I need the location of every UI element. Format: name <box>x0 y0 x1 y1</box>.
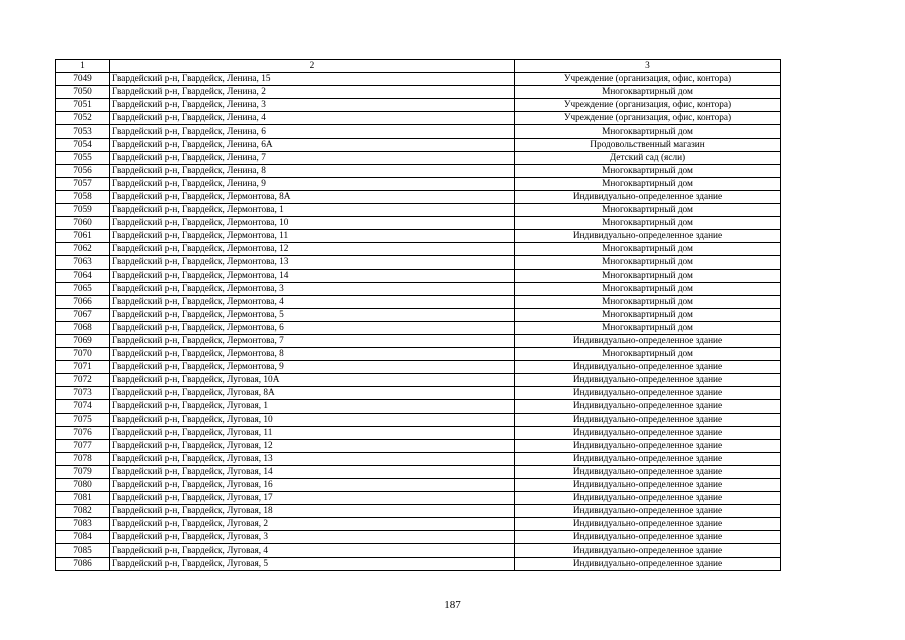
table-row <box>56 295 781 308</box>
row-building-type-cell: Учреждение (организация, офис, контора) <box>515 73 781 86</box>
row-address-cell: Гвардейский р-н, Гвардейск, Лермонтова, 9 <box>110 361 515 374</box>
row-building-type-cell: Многоквартирный дом <box>515 256 781 269</box>
row-address-cell: Гвардейский р-н, Гвардейск, Луговая, 12 <box>110 439 515 452</box>
column-header-3: 3 <box>515 60 781 73</box>
table-row <box>56 243 781 256</box>
row-address-cell: Гвардейский р-н, Гвардейск, Луговая, 11 <box>110 426 515 439</box>
row-building-type-cell: Многоквартирный дом <box>515 217 781 230</box>
row-number-cell: 7069 <box>56 334 110 347</box>
row-number-cell: 7080 <box>56 479 110 492</box>
row-number-cell: 7053 <box>56 125 110 138</box>
row-address-cell: Гвардейский р-н, Гвардейск, Луговая, 17 <box>110 492 515 505</box>
row-address-cell: Гвардейский р-н, Гвардейск, Луговая, 2 <box>110 518 515 531</box>
row-building-type-cell: Индивидуально-определенное здание <box>515 544 781 557</box>
table-row <box>56 321 781 334</box>
row-building-type-cell: Индивидуально-определенное здание <box>515 557 781 570</box>
table-row <box>56 230 781 243</box>
row-number-cell: 7078 <box>56 452 110 465</box>
table-row <box>56 190 781 203</box>
row-number-cell: 7075 <box>56 413 110 426</box>
table-row <box>56 465 781 478</box>
row-address-cell: Гвардейский р-н, Гвардейск, Луговая, 8А <box>110 387 515 400</box>
row-address-cell: Гвардейский р-н, Гвардейск, Луговая, 16 <box>110 479 515 492</box>
row-building-type-cell: Продовольственный магазин <box>515 138 781 151</box>
document-sheet <box>55 59 780 571</box>
row-number-cell: 7067 <box>56 308 110 321</box>
row-number-cell: 7057 <box>56 177 110 190</box>
table-row <box>56 138 781 151</box>
row-number-cell: 7082 <box>56 505 110 518</box>
table-row <box>56 204 781 217</box>
row-number-cell: 7070 <box>56 348 110 361</box>
row-address-cell: Гвардейский р-н, Гвардейск, Лермонтова, 12 <box>110 243 515 256</box>
row-building-type-cell: Индивидуально-определенное здание <box>515 334 781 347</box>
row-building-type-cell: Индивидуально-определенное здание <box>515 230 781 243</box>
table-row <box>56 269 781 282</box>
row-address-cell: Гвардейский р-н, Гвардейск, Лермонтова, 14 <box>110 269 515 282</box>
row-number-cell: 7077 <box>56 439 110 452</box>
row-building-type-cell: Индивидуально-определенное здание <box>515 361 781 374</box>
row-building-type-cell: Индивидуально-определенное здание <box>515 413 781 426</box>
row-address-cell: Гвардейский р-н, Гвардейск, Лермонтова, 1 <box>110 204 515 217</box>
column-header-1: 1 <box>56 60 110 73</box>
row-number-cell: 7084 <box>56 531 110 544</box>
table-row <box>56 557 781 570</box>
row-number-cell: 7086 <box>56 557 110 570</box>
row-address-cell: Гвардейский р-н, Гвардейск, Лермонтова, 6 <box>110 321 515 334</box>
table-row <box>56 374 781 387</box>
row-address-cell: Гвардейский р-н, Гвардейск, Луговая, 10 <box>110 413 515 426</box>
row-number-cell: 7079 <box>56 465 110 478</box>
table-row <box>56 73 781 86</box>
table-row <box>56 282 781 295</box>
row-number-cell: 7054 <box>56 138 110 151</box>
row-number-cell: 7052 <box>56 112 110 125</box>
row-building-type-cell: Индивидуально-определенное здание <box>515 426 781 439</box>
row-number-cell: 7083 <box>56 518 110 531</box>
table-row <box>56 413 781 426</box>
row-address-cell: Гвардейский р-н, Гвардейск, Лермонтова, 11 <box>110 230 515 243</box>
row-address-cell: Гвардейский р-н, Гвардейск, Ленина, 3 <box>110 99 515 112</box>
row-address-cell: Гвардейский р-н, Гвардейск, Ленина, 4 <box>110 112 515 125</box>
table-row <box>56 439 781 452</box>
table-row <box>56 177 781 190</box>
row-building-type-cell: Многоквартирный дом <box>515 177 781 190</box>
row-building-type-cell: Индивидуально-определенное здание <box>515 531 781 544</box>
row-address-cell: Гвардейский р-н, Гвардейск, Лермонтова, 10 <box>110 217 515 230</box>
row-address-cell: Гвардейский р-н, Гвардейск, Ленина, 6 <box>110 125 515 138</box>
row-number-cell: 7055 <box>56 151 110 164</box>
row-address-cell: Гвардейский р-н, Гвардейск, Лермонтова, 4 <box>110 295 515 308</box>
table-row <box>56 531 781 544</box>
row-number-cell: 7068 <box>56 321 110 334</box>
table-row <box>56 387 781 400</box>
row-number-cell: 7065 <box>56 282 110 295</box>
table-row <box>56 112 781 125</box>
row-number-cell: 7058 <box>56 190 110 203</box>
row-building-type-cell: Индивидуально-определенное здание <box>515 374 781 387</box>
row-number-cell: 7066 <box>56 295 110 308</box>
table-row <box>56 361 781 374</box>
row-address-cell: Гвардейский р-н, Гвардейск, Луговая, 14 <box>110 465 515 478</box>
row-building-type-cell: Индивидуально-определенное здание <box>515 452 781 465</box>
table-row <box>56 125 781 138</box>
row-building-type-cell: Индивидуально-определенное здание <box>515 439 781 452</box>
row-building-type-cell: Индивидуально-определенное здание <box>515 492 781 505</box>
table-row <box>56 99 781 112</box>
row-number-cell: 7063 <box>56 256 110 269</box>
row-number-cell: 7071 <box>56 361 110 374</box>
row-address-cell: Гвардейский р-н, Гвардейск, Луговая, 18 <box>110 505 515 518</box>
row-building-type-cell: Индивидуально-определенное здание <box>515 387 781 400</box>
row-address-cell: Гвардейский р-н, Гвардейск, Луговая, 3 <box>110 531 515 544</box>
table-row <box>56 308 781 321</box>
row-building-type-cell: Многоквартирный дом <box>515 243 781 256</box>
row-number-cell: 7061 <box>56 230 110 243</box>
row-address-cell: Гвардейский р-н, Гвардейск, Ленина, 15 <box>110 73 515 86</box>
row-number-cell: 7059 <box>56 204 110 217</box>
row-address-cell: Гвардейский р-н, Гвардейск, Ленина, 2 <box>110 86 515 99</box>
table-row <box>56 256 781 269</box>
row-number-cell: 7064 <box>56 269 110 282</box>
table-row <box>56 544 781 557</box>
table-row <box>56 518 781 531</box>
row-building-type-cell: Многоквартирный дом <box>515 295 781 308</box>
row-building-type-cell: Многоквартирный дом <box>515 86 781 99</box>
row-building-type-cell: Детский сад (ясли) <box>515 151 781 164</box>
row-building-type-cell: Индивидуально-определенное здание <box>515 190 781 203</box>
page-number: 187 <box>444 599 461 611</box>
row-building-type-cell: Индивидуально-определенное здание <box>515 400 781 413</box>
row-address-cell: Гвардейский р-н, Гвардейск, Ленина, 8 <box>110 164 515 177</box>
row-building-type-cell: Многоквартирный дом <box>515 125 781 138</box>
table-row <box>56 164 781 177</box>
row-building-type-cell: Многоквартирный дом <box>515 348 781 361</box>
row-building-type-cell: Многоквартирный дом <box>515 269 781 282</box>
row-number-cell: 7060 <box>56 217 110 230</box>
row-building-type-cell: Учреждение (организация, офис, контора) <box>515 112 781 125</box>
row-number-cell: 7074 <box>56 400 110 413</box>
row-address-cell: Гвардейский р-н, Гвардейск, Луговая, 4 <box>110 544 515 557</box>
row-address-cell: Гвардейский р-н, Гвардейск, Луговая, 5 <box>110 557 515 570</box>
table-row <box>56 492 781 505</box>
row-number-cell: 7051 <box>56 99 110 112</box>
row-address-cell: Гвардейский р-н, Гвардейск, Лермонтова, 8А <box>110 190 515 203</box>
table-row <box>56 479 781 492</box>
table-row <box>56 452 781 465</box>
row-number-cell: 7056 <box>56 164 110 177</box>
row-address-cell: Гвардейский р-н, Гвардейск, Ленина, 7 <box>110 151 515 164</box>
row-building-type-cell: Многоквартирный дом <box>515 308 781 321</box>
row-number-cell: 7072 <box>56 374 110 387</box>
table-row <box>56 505 781 518</box>
row-number-cell: 7081 <box>56 492 110 505</box>
row-building-type-cell: Индивидуально-определенное здание <box>515 465 781 478</box>
row-address-cell: Гвардейский р-н, Гвардейск, Лермонтова, 5 <box>110 308 515 321</box>
row-number-cell: 7076 <box>56 426 110 439</box>
column-header-2: 2 <box>110 60 515 73</box>
table-row <box>56 334 781 347</box>
row-address-cell: Гвардейский р-н, Гвардейск, Луговая, 1 <box>110 400 515 413</box>
row-building-type-cell: Многоквартирный дом <box>515 204 781 217</box>
row-building-type-cell: Многоквартирный дом <box>515 282 781 295</box>
row-number-cell: 7073 <box>56 387 110 400</box>
row-address-cell: Гвардейский р-н, Гвардейск, Лермонтова, 8 <box>110 348 515 361</box>
building-registry-table <box>55 59 781 571</box>
row-number-cell: 7085 <box>56 544 110 557</box>
registry-table-body <box>56 60 781 571</box>
row-address-cell: Гвардейский р-н, Гвардейск, Луговая, 13 <box>110 452 515 465</box>
row-number-cell: 7050 <box>56 86 110 99</box>
table-row <box>56 426 781 439</box>
row-address-cell: Гвардейский р-н, Гвардейск, Лермонтова, 13 <box>110 256 515 269</box>
table-row <box>56 217 781 230</box>
row-building-type-cell: Индивидуально-определенное здание <box>515 505 781 518</box>
row-address-cell: Гвардейский р-н, Гвардейск, Ленина, 9 <box>110 177 515 190</box>
row-building-type-cell: Многоквартирный дом <box>515 321 781 334</box>
table-row <box>56 86 781 99</box>
row-number-cell: 7049 <box>56 73 110 86</box>
table-row <box>56 348 781 361</box>
table-row <box>56 151 781 164</box>
column-number-header-row <box>56 60 781 73</box>
row-address-cell: Гвардейский р-н, Гвардейск, Ленина, 6А <box>110 138 515 151</box>
row-building-type-cell: Индивидуально-определенное здание <box>515 518 781 531</box>
row-address-cell: Гвардейский р-н, Гвардейск, Лермонтова, 7 <box>110 334 515 347</box>
table-row <box>56 400 781 413</box>
row-address-cell: Гвардейский р-н, Гвардейск, Луговая, 10А <box>110 374 515 387</box>
row-building-type-cell: Учреждение (организация, офис, контора) <box>515 99 781 112</box>
row-number-cell: 7062 <box>56 243 110 256</box>
row-building-type-cell: Индивидуально-определенное здание <box>515 479 781 492</box>
row-address-cell: Гвардейский р-н, Гвардейск, Лермонтова, 3 <box>110 282 515 295</box>
row-building-type-cell: Многоквартирный дом <box>515 164 781 177</box>
